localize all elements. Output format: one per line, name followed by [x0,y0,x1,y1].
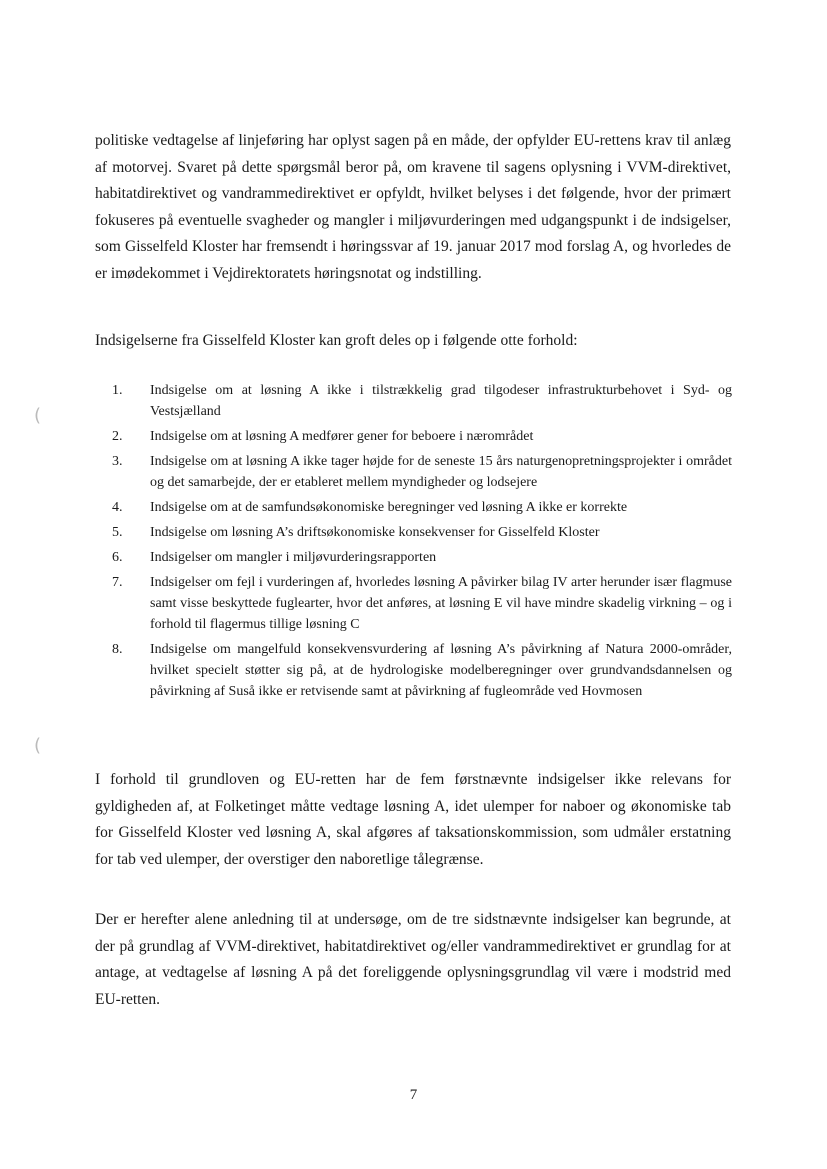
scan-artifact: ( [34,735,42,756]
list-item [112,547,732,568]
list-item-text: Indsigelser om fejl i vurderingen af, hvorledes løsning A påvirker bilag IV arter herunder især flagmuse samt visse beskyttede fuglearter, hvor det anføres, at løsning E vil have mindre skadelig virkning – og i forhold til flagermus tillige løsning C [150,575,732,632]
list-item-text: Indsigelse om at løsning A ikke tager højde for de seneste 15 års naturgenopretningsprojekter i området og det samarbejde, der er etableret mellem myndigheder og lodsejere [150,454,732,490]
list-item [112,639,732,702]
objections-list [112,380,732,706]
list-item [112,426,732,447]
scan-artifact: ( [34,405,42,426]
list-item-number: 5. [112,525,123,540]
list-item [112,497,732,518]
list-item [112,380,732,422]
list-item-text: Indsigelse om at løsning A medfører gener for beboere i nærområdet [150,429,534,444]
list-item-number: 3. [112,454,123,469]
page-number: 7 [409,1087,418,1103]
paragraph-objections-lead: Indsigelserne fra Gisselfeld Kloster kan groft deles op i følgende otte forhold: [95,332,578,349]
list-item-number: 4. [112,500,123,515]
paragraph-intro: politiske vedtagelse af linjeføring har oplyst sagen på en måde, der opfylder EU-rettens krav til anlæg af motorvej. Svaret på dette spørgsmål beror på, om kravene til sagens oplysning i VVM-direktivet, habitatdirektivet og vandrammedirektivet er opfyldt, hvilket belyses i det følgende, hvor der primært fokuseres på eventuelle svagheder og mangler i miljøvurderingen med udgangspunkt i de indsigelser, som Gisselfeld Kloster har fremsendt i høringssvar af 19. januar 2017 mod forslag A, og hvorledes de er imødekommet i Vejdirektoratets høringsnotat og indstilling. [95,132,731,282]
list-item-number: 1. [112,383,123,398]
list-item-text: Indsigelser om mangler i miljøvurderingsrapporten [150,550,437,565]
list-item-number: 8. [112,642,123,657]
list-item-number: 2. [112,429,123,444]
paragraph-conclusion: Der er herefter alene anledning til at undersøge, om de tre sidstnævnte indsigelser kan begrunde, at der på grundlag af VVM-direktivet, habitatdirektivet og/eller vandrammedirektivet er grundlag for at antage, at vedtagelse af løsning A på det foreliggende oplysningsgrundlag vil være i modstrid med EU-retten. [95,911,731,1008]
list-item-number: 6. [112,550,123,565]
list-item [112,451,732,493]
list-item-text: Indsigelse om mangelfuld konsekvensvurdering af løsning A’s påvirkning af Natura 2000-områder, hvilket specielt støtter sig på, at de hydrologiske modelberegninger over grundvandsdannelsen og påvirkning af Suså ikke er retvisende samt at påvirkning af fugleområde ved Hovmosen [150,642,732,699]
list-item-text: Indsigelse om at de samfundsøkonomiske beregninger ved løsning A ikke er korrekte [150,500,628,515]
list-item [112,572,732,635]
list-item-text: Indsigelse om at løsning A ikke i tilstrækkelig grad tilgodeser infrastrukturbehovet i Syd- og Vestsjælland [150,383,732,419]
paragraph-constitution: I forhold til grundloven og EU-retten har de fem førstnævnte indsigelser ikke relevans for gyldigheden af, at Folketinget måtte vedtage løsning A, idet ulemper for naboer og økonomiske tab for Gisselfeld Kloster ved løsning A, skal afgøres af taksationskommission, som udmåler erstatning for tab ved ulemper, der overstiger den naboretlige tålegrænse. [95,771,731,868]
list-item-text: Indsigelse om løsning A’s driftsøkonomiske konsekvenser for Gisselfeld Kloster [150,525,600,540]
list-item [112,522,732,543]
list-item-number: 7. [112,575,123,590]
